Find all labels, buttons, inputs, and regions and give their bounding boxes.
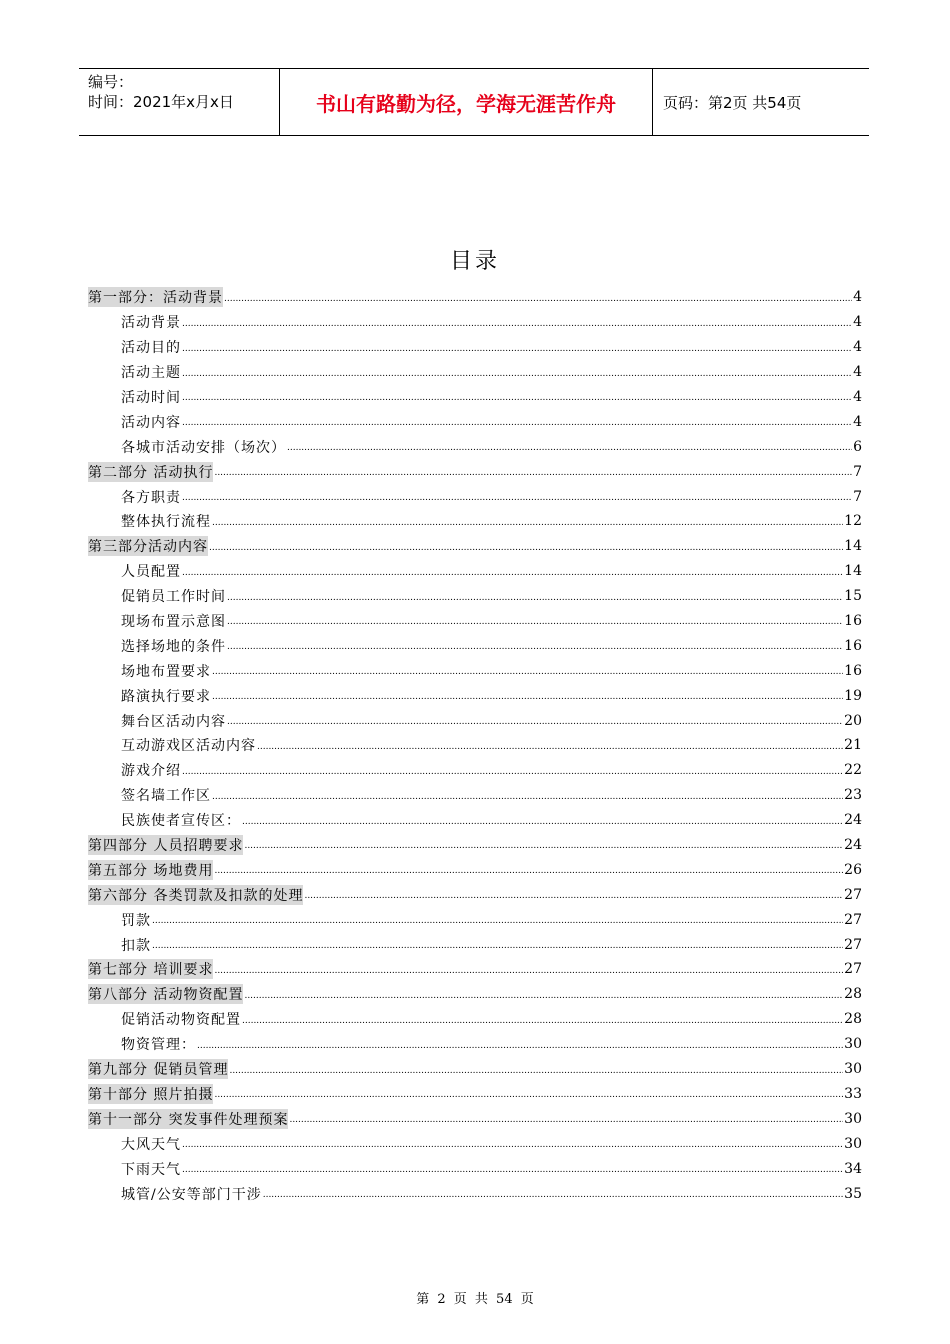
toc-page-number: 27 [844, 961, 862, 978]
toc-subsection-link[interactable] [88, 733, 862, 758]
page-footer: 第 2 页 共 54 页 [416, 1292, 534, 1307]
toc-entry-text: 活动主题 [121, 365, 181, 382]
toc-subsection-link[interactable] [88, 1131, 862, 1156]
toc-page-number: 15 [844, 588, 862, 605]
toc-page-number: 4 [853, 339, 862, 356]
toc-entry-text: 签名墙工作区 [121, 788, 211, 805]
toc-section-link[interactable] [88, 534, 862, 559]
toc-subsection-link[interactable] [88, 335, 862, 360]
toc-page-number: 24 [844, 812, 862, 829]
toc-subsection-link[interactable] [88, 1156, 862, 1181]
toc-entry-text: 游戏介绍 [121, 763, 181, 780]
toc-entry-text: 第十一部分 突发事件处理预案 [88, 1109, 288, 1129]
toc-section-link[interactable] [88, 982, 862, 1007]
toc-page-number: 12 [844, 513, 862, 530]
toc-leader-dots [229, 1066, 843, 1076]
toc-subsection-link[interactable] [88, 484, 862, 509]
toc-section-link[interactable] [88, 833, 862, 858]
toc-leader-dots [257, 742, 843, 752]
toc-subsection-link[interactable] [88, 409, 862, 434]
toc-entry-text: 第六部分 各类罚款及扣款的处理 [88, 885, 303, 905]
toc-leader-dots [182, 493, 852, 503]
toc-leader-dots [287, 443, 852, 453]
toc-page-number: 4 [853, 389, 862, 405]
toc-entry-text: 物资管理： [121, 1037, 196, 1054]
toc-subsection-link[interactable] [88, 683, 862, 708]
toc-entry-text: 第四部分 人员招聘要求 [88, 835, 243, 855]
toc-leader-dots [182, 568, 843, 578]
toc-entry-text: 促销员工作时间 [121, 589, 226, 606]
toc-entry-text: 各城市活动安排（场次） [121, 439, 286, 456]
toc-entry-text: 第一部分：活动背景 [88, 287, 223, 307]
toc-subsection-link[interactable] [88, 559, 862, 584]
toc-entry-text: 活动目的 [121, 340, 181, 357]
toc-subsection-link[interactable] [88, 758, 862, 783]
toc-subsection-link[interactable] [88, 385, 862, 410]
toc-page-number: 16 [844, 637, 862, 654]
toc-entry-text: 人员配置 [121, 564, 181, 581]
toc-page-number: 7 [853, 463, 862, 480]
toc-entry-text: 路演执行要求 [121, 688, 211, 705]
header-motto: 书山有路勤为径，学海无涯苦作舟 [280, 69, 653, 135]
toc-section-link[interactable] [88, 285, 862, 310]
toc-subsection-link[interactable] [88, 360, 862, 385]
page-header [79, 68, 869, 136]
toc-page-number: 19 [844, 687, 862, 704]
toc-leader-dots [212, 518, 843, 528]
toc-leader-dots [209, 543, 843, 553]
toc-leader-dots [242, 817, 843, 827]
toc-leader-dots [214, 866, 843, 876]
toc-page-number: 30 [844, 1036, 862, 1053]
toc-leader-dots [212, 692, 843, 702]
toc-section-link[interactable] [88, 957, 862, 982]
toc-entry-text: 活动背景 [121, 315, 181, 332]
toc-page-number: 26 [844, 861, 862, 878]
toc-entry-text: 场地布置要求 [121, 663, 211, 680]
toc-leader-dots [263, 1190, 843, 1200]
toc-page-number: 30 [844, 1135, 862, 1152]
toc-page-number: 22 [844, 762, 862, 779]
toc-leader-dots [289, 1115, 843, 1125]
toc-page-number: 34 [844, 1160, 862, 1177]
toc-leader-dots [182, 1140, 843, 1150]
toc-leader-dots [304, 891, 843, 901]
toc-page-number: 14 [844, 538, 862, 555]
toc-leader-dots [212, 792, 843, 802]
toc-entry-text: 罚款 [121, 912, 151, 929]
toc-subsection-link[interactable] [88, 310, 862, 335]
toc-page-number: 27 [844, 886, 862, 903]
toc-entry-text: 第七部分 培训要求 [88, 959, 213, 979]
toc-leader-dots [197, 1041, 843, 1051]
table-of-contents [88, 285, 862, 1206]
toc-leader-dots [182, 1165, 843, 1175]
toc-leader-dots [212, 667, 843, 677]
toc-section-link[interactable] [88, 1082, 862, 1107]
toc-leader-dots [227, 593, 843, 603]
toc-page-number: 30 [844, 1061, 862, 1078]
toc-section-link[interactable] [88, 857, 862, 882]
toc-page-number: 21 [844, 737, 862, 754]
toc-page-number: 28 [844, 986, 862, 1003]
toc-page-number: 20 [844, 712, 862, 729]
toc-page-number: 4 [853, 289, 862, 306]
toc-leader-dots [182, 767, 843, 777]
toc-page-number: 27 [844, 911, 862, 928]
toc-entry-text: 活动内容 [121, 414, 181, 431]
toc-entry-text: 下雨天气 [121, 1161, 181, 1178]
toc-subsection-link[interactable] [88, 509, 862, 534]
toc-section-link[interactable] [88, 459, 862, 484]
toc-leader-dots [244, 991, 843, 1001]
toc-entry-text: 选择场地的条件 [121, 638, 226, 655]
toc-leader-dots [214, 1090, 843, 1100]
toc-entry-text: 扣款 [121, 937, 151, 954]
toc-section-link[interactable] [88, 1057, 862, 1082]
toc-entry-text: 活动时间 [121, 390, 181, 406]
toc-entry-text: 各方职责 [121, 489, 181, 506]
toc-entry-text: 第五部分 场地费用 [88, 860, 213, 880]
toc-leader-dots [242, 1016, 843, 1026]
toc-leader-dots [214, 468, 852, 478]
toc-section-link[interactable] [88, 1106, 862, 1131]
toc-subsection-link[interactable] [88, 1007, 862, 1032]
header-page-label: 页码：第2页 共54页 [663, 93, 802, 112]
toc-leader-dots [244, 841, 843, 851]
toc-subsection-link[interactable] [88, 584, 862, 609]
toc-page-number: 7 [853, 488, 862, 505]
header-info-cell [79, 69, 280, 135]
toc-leader-dots [227, 642, 843, 652]
toc-entry-text: 互动游戏区活动内容 [121, 738, 256, 755]
toc-entry-text: 民族使者宣传区： [121, 813, 241, 830]
toc-subsection-link[interactable] [88, 932, 862, 957]
toc-subsection-link[interactable] [88, 808, 862, 833]
toc-entry-text: 城管/公安等部门干涉 [121, 1186, 262, 1203]
toc-title: 目录 [449, 249, 500, 274]
toc-page-number: 27 [844, 936, 862, 953]
toc-entry-text: 第二部分 活动执行 [88, 462, 213, 482]
document-number-label: 编号： [88, 73, 134, 91]
toc-page-number: 16 [844, 613, 862, 630]
toc-subsection-link[interactable] [88, 434, 862, 459]
toc-subsection-link[interactable] [88, 783, 862, 808]
toc-entry-text: 第十部分 照片拍摄 [88, 1084, 213, 1104]
toc-entry-text: 促销活动物资配置 [121, 1012, 241, 1029]
toc-entry-text: 第三部分活动内容 [88, 536, 208, 556]
toc-entry-text: 舞台区活动内容 [121, 713, 226, 730]
toc-leader-dots [182, 319, 852, 329]
toc-page-number: 24 [844, 837, 862, 854]
toc-subsection-link[interactable] [88, 633, 862, 658]
toc-leader-dots [227, 717, 843, 727]
toc-leader-dots [214, 966, 843, 976]
toc-leader-dots [182, 418, 852, 428]
toc-leader-dots [152, 916, 843, 926]
toc-entry-text: 大风天气 [121, 1136, 181, 1153]
toc-section-link[interactable] [88, 882, 862, 907]
toc-page-number: 16 [844, 662, 862, 679]
toc-subsection-link[interactable] [88, 1032, 862, 1057]
toc-subsection-link[interactable] [88, 1181, 862, 1206]
toc-leader-dots [182, 344, 852, 354]
toc-page-number: 4 [853, 413, 862, 430]
toc-page-number: 33 [844, 1085, 862, 1102]
toc-leader-dots [152, 941, 843, 951]
toc-leader-dots [227, 617, 843, 627]
toc-page-number: 35 [844, 1185, 862, 1202]
toc-entry-text: 第九部分 促销员管理 [88, 1059, 228, 1079]
toc-entry-text: 整体执行流程 [121, 514, 211, 531]
toc-entry-text: 现场布置示意图 [121, 614, 226, 631]
toc-page-number: 23 [844, 787, 862, 804]
toc-page-number: 14 [844, 563, 862, 580]
toc-subsection-link[interactable] [88, 907, 862, 932]
document-date-label: 时间：2021年x月x日 [88, 93, 234, 111]
toc-page-number: 30 [844, 1110, 862, 1127]
toc-page-number: 4 [853, 364, 862, 381]
toc-entry-text: 第八部分 活动物资配置 [88, 984, 243, 1004]
toc-subsection-link[interactable] [88, 609, 862, 634]
toc-leader-dots [182, 393, 852, 403]
toc-page-number: 4 [853, 314, 862, 331]
toc-leader-dots [182, 369, 852, 379]
toc-page-number: 28 [844, 1011, 862, 1028]
toc-page-number: 6 [853, 438, 862, 455]
toc-leader-dots [224, 294, 852, 304]
toc-subsection-link[interactable] [88, 708, 862, 733]
toc-subsection-link[interactable] [88, 658, 862, 683]
